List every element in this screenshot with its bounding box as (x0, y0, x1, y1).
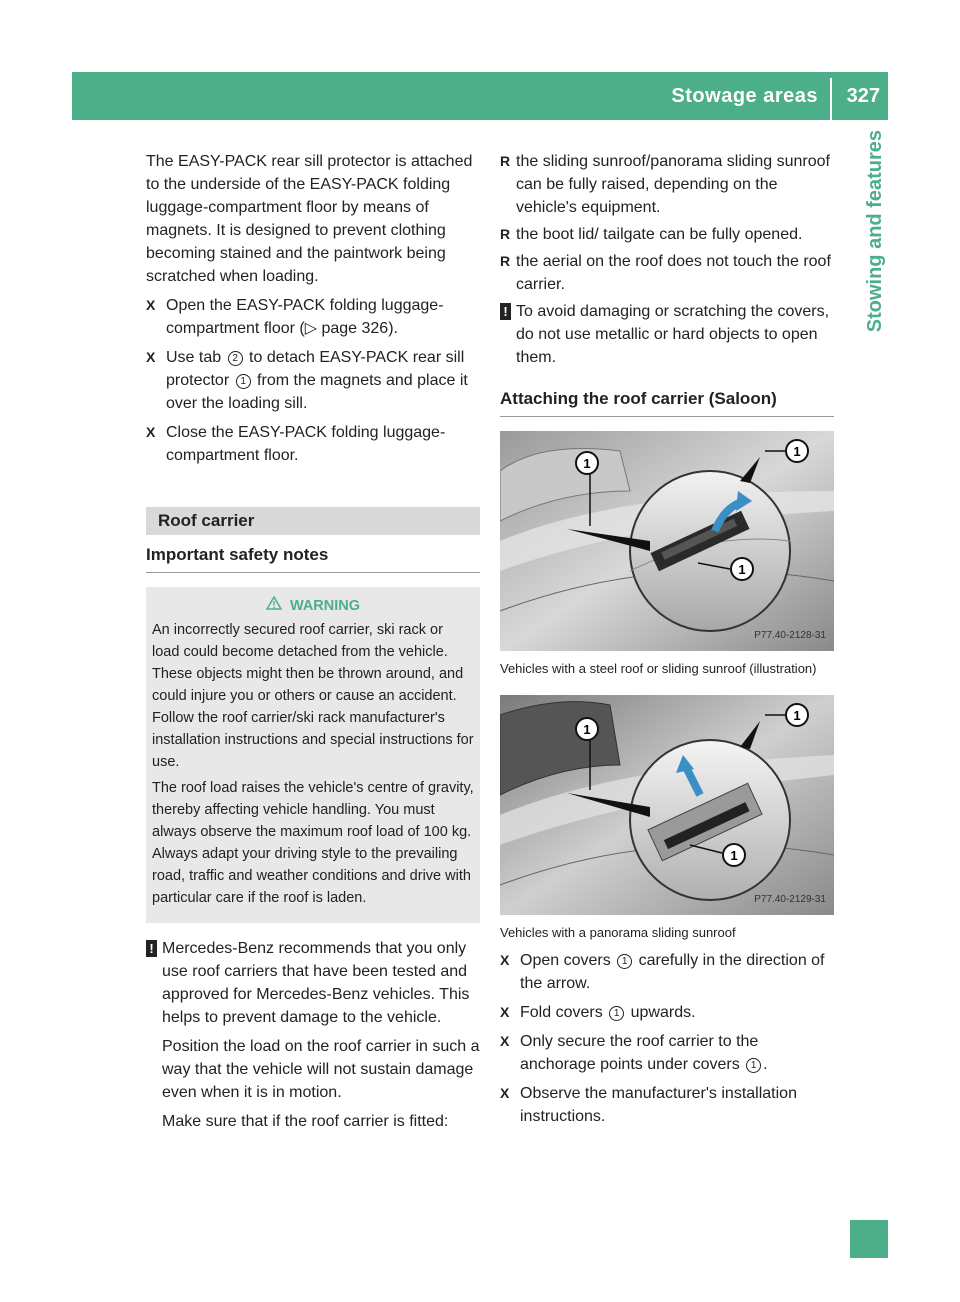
callout-label: 1 (583, 722, 591, 737)
chapter-title: Stowing and features (864, 130, 886, 333)
callout-label: 1 (793, 444, 801, 459)
callout-label: 1 (793, 708, 801, 723)
list-item: R the aerial on the roof does not touch the roof carrier. (500, 250, 834, 296)
chapter-side-tab (850, 120, 888, 640)
illustration-panorama-roof (500, 695, 834, 915)
subheading: Important safety notes (146, 543, 480, 573)
figure-code: P77.40-2129-31 (754, 894, 826, 905)
header-bar (72, 72, 888, 120)
list-item: R the sliding sunroof/panorama sliding sunroof can be fully raised, depending on the vehicle's equipment. (500, 150, 834, 219)
warning-box (146, 587, 480, 923)
callout-2: 2 (228, 351, 243, 366)
callout-label: 1 (583, 456, 591, 471)
instruction-step: X Use tab 2 to detach EASY-PACK rear sill protector 1 from the magnets and place it over the loading sill. (146, 346, 480, 415)
subheading: Attaching the roof carrier (Saloon) (500, 387, 834, 417)
callout-label: 1 (738, 562, 746, 577)
note-block: ! Mercedes-Benz recommends that you only use roof carriers that have been tested and approved for Mercedes-Benz vehicles. This helps to prevent damage to the vehicle. Position the load on the roof carrier in such a way that the vehicle will not sustain damage even when it is in motion. Make sure that if the roof carrier is fitted: (146, 937, 480, 1133)
instruction-step: X Fold covers 1 upwards. (500, 1001, 834, 1024)
warning-title: WARNING (152, 595, 474, 617)
page-number: 327 (846, 85, 880, 107)
roof-illustration-1 (500, 431, 834, 651)
header-divider (830, 78, 832, 120)
note-block: ! To avoid damaging or scratching the covers, do not use metallic or hard objects to open them. (500, 300, 834, 369)
exclamation-icon: ! (500, 303, 511, 320)
instruction-step: X Only secure the roof carrier to the anchorage points under covers 1 . (500, 1030, 834, 1076)
right-column (500, 150, 834, 1134)
figure-caption: Vehicles with a panorama sliding sunroof (500, 925, 736, 940)
instruction-step: X Open covers 1 carefully in the direction of the arrow. (500, 949, 834, 995)
illustration-steel-roof (500, 431, 834, 651)
figure-code: P77.40-2128-31 (754, 630, 826, 641)
warning-text: The roof load raises the vehicle's centre of gravity, thereby affecting vehicle handling. You must always observe the maximum roof load of 100 kg. Always adapt your driving style to the prevailing road, traffic and weather conditions and drive with particular care if the roof is laden. (152, 780, 474, 906)
chapter-marker (850, 1220, 888, 1258)
instruction-step: X Observe the manufacturer's installation instructions. (500, 1082, 834, 1128)
section-title: Stowage areas (671, 85, 818, 107)
list-item: R the boot lid/ tailgate can be fully opened. (500, 223, 834, 246)
intro-paragraph: The EASY-PACK rear sill protector is attached to the underside of the EASY-PACK folding luggage-compartment floor by means of magnets. It is designed to prevent clothing becoming stained and the paintwork being scratched when loading. (146, 153, 473, 285)
callout-1: 1 (236, 374, 251, 389)
callout-1: 1 (746, 1058, 761, 1073)
warning-text: An incorrectly secured roof carrier, ski rack or load could become detached from the vehicle. These objects might then be thrown around, and could injure you or others or cause an accident. Follow the roof carrier/ski rack manufacturer's installation instructions and special instructions for use. (152, 622, 474, 770)
instruction-step: X Open the EASY-PACK folding luggage-compartment floor (▷ page 326). (146, 294, 480, 340)
warning-triangle-icon (266, 595, 282, 617)
section-heading: Roof carrier (146, 507, 480, 535)
left-column (146, 150, 480, 1139)
roof-illustration-2 (500, 695, 834, 915)
callout-1: 1 (617, 954, 632, 969)
instruction-step: X Close the EASY-PACK folding luggage-compartment floor. (146, 421, 480, 467)
exclamation-icon: ! (146, 940, 157, 957)
figure-caption: Vehicles with a steel roof or sliding sunroof (illustration) (500, 661, 817, 676)
callout-1: 1 (609, 1006, 624, 1021)
callout-label: 1 (730, 848, 738, 863)
